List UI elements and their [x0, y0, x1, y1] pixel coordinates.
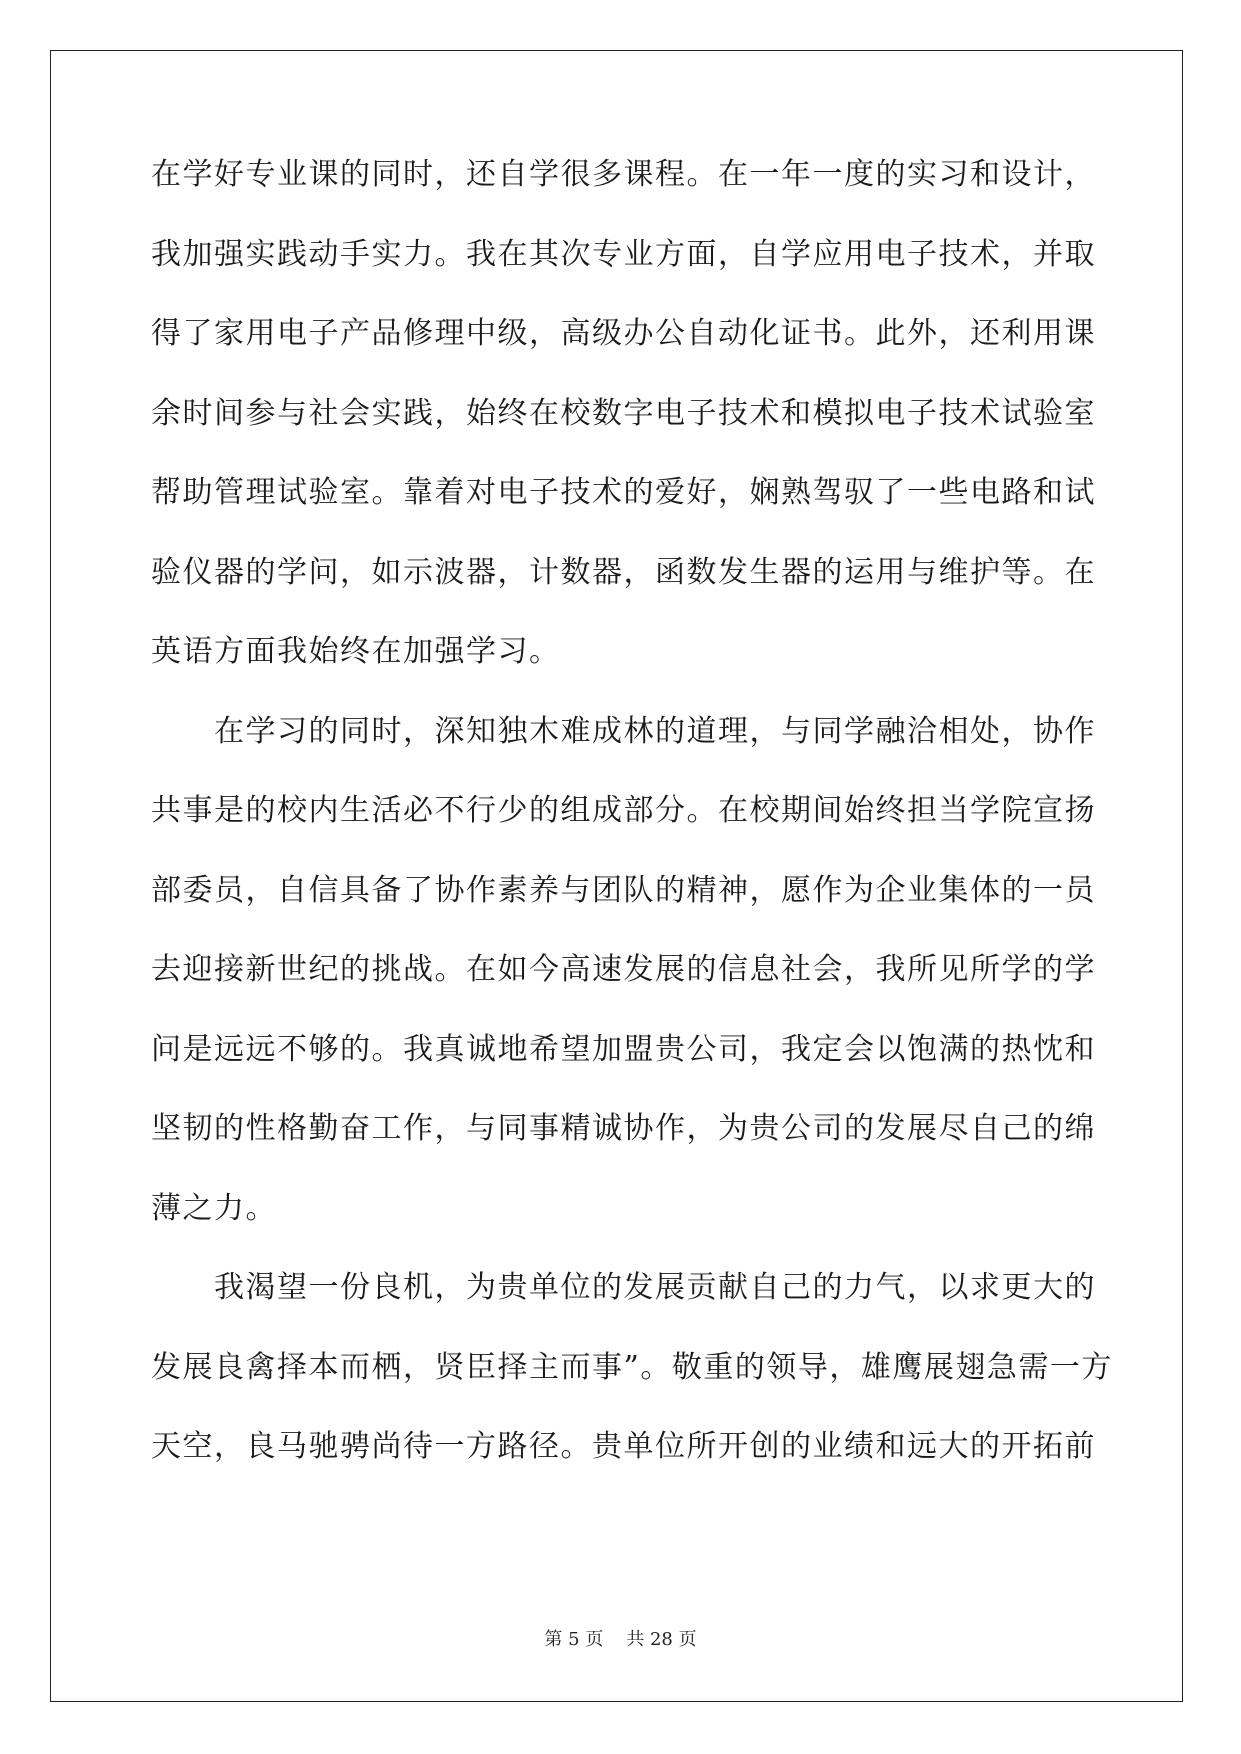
text-line: 坚韧的性格勤奋工作，与同事精诚协作，为贵公司的发展尽自己的绵 [151, 1111, 1096, 1146]
text-line: 在学习的同时，深知独木难成林的道理，与同学融洽相处，协作 [151, 713, 1096, 749]
text-line: 发展良禽择本而栖，贤臣择主而事”。敬重的领导，雄鹰展翅急需一方 [151, 1349, 1113, 1385]
text-line: 英语方面我始终在加强学习。 [151, 634, 561, 669]
page-total: 共 28 页 [626, 1629, 697, 1650]
page-number: 第 5 页 [544, 1629, 604, 1650]
page-footer [0, 1625, 1241, 1651]
text-line: 共事是的校内生活必不行少的组成部分。在校期间始终担当学院宣扬 [151, 793, 1096, 828]
text-line: 我渴望一份良机，为贵单位的发展贡献自己的力气，以求更大的 [151, 1270, 1096, 1305]
text-line: 天空，良马驰骋尚待一方路径。贵单位所开创的业绩和远大的开拓前 [151, 1429, 1096, 1464]
text-line: 部委员，自信具备了协作素养与团队的精神，愿作为企业集体的一员 [151, 872, 1096, 908]
text-line: 薄之力。 [151, 1190, 277, 1226]
text-line: 我加强实践动手实力。我在其次专业方面，自学应用电子技术，并取 [151, 236, 1096, 272]
body-text [151, 157, 1113, 1512]
text-line: 去迎接新世纪的挑战。在如今高速发展的信息社会，我所见所学的学 [151, 952, 1096, 987]
text-line: 得了家用电子产品修理中级，高级办公自动化证书。此外，还利用课 [151, 316, 1096, 351]
text-line: 验仪器的学问，如示波器，计数器，函数发生器的运用与维护等。在 [151, 554, 1096, 590]
text-line: 问是远远不够的。我真诚地希望加盟贵公司，我定会以饱满的热忱和 [151, 1031, 1096, 1067]
text-line: 帮助管理试验室。靠着对电子技术的爱好，娴熟驾驭了一些电路和试 [151, 475, 1096, 510]
text-line: 余时间参与社会实践，始终在校数字电子技术和模拟电子技术试验室 [151, 395, 1096, 431]
text-line: 在学好专业课的同时，还自学很多课程。在一年一度的实习和设计， [151, 157, 1096, 192]
